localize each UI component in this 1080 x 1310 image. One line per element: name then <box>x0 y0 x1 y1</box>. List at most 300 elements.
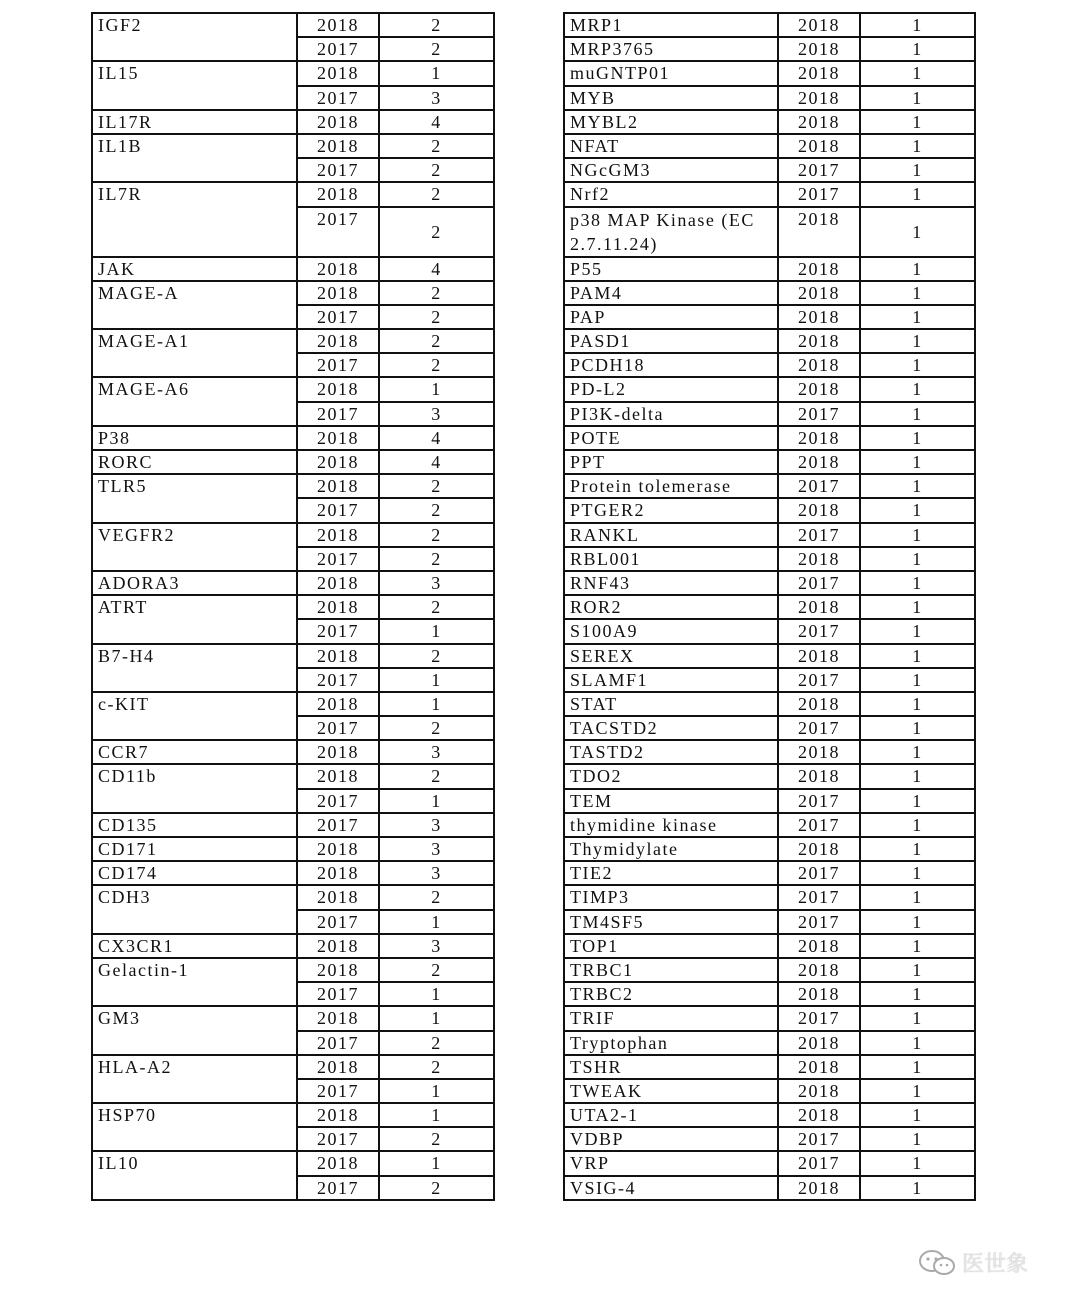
year-cell: 2018 <box>778 426 860 450</box>
year-cell: 2018 <box>778 1031 860 1055</box>
target-name-cell: CD135 <box>92 813 297 837</box>
count-cell: 2 <box>379 158 494 182</box>
year-cell: 2018 <box>778 982 860 1006</box>
count-cell: 1 <box>860 353 975 377</box>
table-row <box>564 668 975 692</box>
target-name-cell: MRP3765 <box>564 37 778 61</box>
count-cell: 2 <box>379 498 494 522</box>
year-cell: 2018 <box>297 523 379 547</box>
year-cell: 2018 <box>297 426 379 450</box>
count-cell: 3 <box>379 86 494 110</box>
table-row <box>564 861 975 885</box>
target-name-cell: B7-H4 <box>92 644 297 692</box>
table-row <box>564 353 975 377</box>
count-cell: 2 <box>379 595 494 619</box>
target-name-cell: VEGFR2 <box>92 523 297 571</box>
year-cell: 2017 <box>297 1031 379 1055</box>
table-row <box>564 837 975 861</box>
year-cell: 2018 <box>297 934 379 958</box>
count-cell: 4 <box>379 426 494 450</box>
count-cell: 1 <box>860 1127 975 1151</box>
year-cell: 2018 <box>778 110 860 134</box>
table-row <box>564 329 975 353</box>
year-cell: 2018 <box>778 377 860 401</box>
year-cell: 2017 <box>778 619 860 643</box>
year-cell: 2018 <box>778 61 860 85</box>
target-name-cell: muGNTP01 <box>564 61 778 85</box>
count-cell: 1 <box>860 207 975 257</box>
year-cell: 2017 <box>297 305 379 329</box>
table-row <box>564 789 975 813</box>
year-cell: 2018 <box>778 13 860 37</box>
count-cell: 1 <box>860 523 975 547</box>
count-cell: 1 <box>860 305 975 329</box>
target-name-cell: RANKL <box>564 523 778 547</box>
count-cell: 3 <box>379 861 494 885</box>
table-row <box>564 158 975 182</box>
count-cell: 1 <box>860 1103 975 1127</box>
table-row <box>564 13 975 37</box>
target-name-cell: MYBL2 <box>564 110 778 134</box>
count-cell: 1 <box>860 450 975 474</box>
watermark <box>918 1247 1028 1278</box>
target-name-cell: TSHR <box>564 1055 778 1079</box>
target-name-cell: IL1B <box>92 134 297 182</box>
table-row <box>92 329 494 353</box>
table-row <box>564 402 975 426</box>
target-name-cell: TRIF <box>564 1006 778 1030</box>
count-cell: 1 <box>860 619 975 643</box>
target-name-cell: CCR7 <box>92 740 297 764</box>
table-row <box>564 740 975 764</box>
target-name-cell: STAT <box>564 692 778 716</box>
target-name-cell: NGcGM3 <box>564 158 778 182</box>
target-name-cell: IGF2 <box>92 13 297 61</box>
year-cell: 2018 <box>297 861 379 885</box>
year-cell: 2017 <box>297 207 379 257</box>
table-row <box>92 1006 494 1030</box>
target-name-cell: S100A9 <box>564 619 778 643</box>
count-cell: 1 <box>379 668 494 692</box>
target-name-cell: VDBP <box>564 1127 778 1151</box>
target-name-cell: TWEAK <box>564 1079 778 1103</box>
table-row <box>564 37 975 61</box>
count-cell: 2 <box>379 644 494 668</box>
table-row <box>564 571 975 595</box>
count-cell: 2 <box>379 207 494 257</box>
count-cell: 2 <box>379 523 494 547</box>
count-cell: 1 <box>860 1079 975 1103</box>
table-row <box>564 257 975 281</box>
table-row <box>92 644 494 668</box>
count-cell: 2 <box>379 764 494 788</box>
year-cell: 2018 <box>778 740 860 764</box>
year-cell: 2018 <box>778 1079 860 1103</box>
count-cell: 1 <box>860 1006 975 1030</box>
table-row <box>564 377 975 401</box>
target-name-cell: Protein tolemerase <box>564 474 778 498</box>
year-cell: 2018 <box>297 377 379 401</box>
count-cell: 1 <box>860 885 975 909</box>
table-row <box>564 1103 975 1127</box>
count-cell: 1 <box>379 789 494 813</box>
target-name-cell: JAK <box>92 257 297 281</box>
table-row <box>92 257 494 281</box>
target-name-cell: TASTD2 <box>564 740 778 764</box>
count-cell: 1 <box>860 426 975 450</box>
table-row <box>564 474 975 498</box>
count-cell: 2 <box>379 329 494 353</box>
target-name-cell: Nrf2 <box>564 182 778 206</box>
table-row <box>92 692 494 716</box>
count-cell: 1 <box>860 134 975 158</box>
target-name-cell: TLR5 <box>92 474 297 522</box>
left-target-table <box>91 12 495 1201</box>
table-row <box>564 498 975 522</box>
count-cell: 2 <box>379 474 494 498</box>
table-row <box>564 1031 975 1055</box>
year-cell: 2018 <box>778 958 860 982</box>
year-cell: 2018 <box>778 86 860 110</box>
count-cell: 2 <box>379 13 494 37</box>
table-row <box>564 281 975 305</box>
year-cell: 2017 <box>778 861 860 885</box>
year-cell: 2017 <box>778 789 860 813</box>
count-cell: 1 <box>860 571 975 595</box>
target-name-cell: RORC <box>92 450 297 474</box>
count-cell: 1 <box>379 910 494 934</box>
count-cell: 1 <box>379 619 494 643</box>
count-cell: 2 <box>379 547 494 571</box>
target-name-cell: TIE2 <box>564 861 778 885</box>
table-row <box>564 523 975 547</box>
year-cell: 2018 <box>297 885 379 909</box>
table-row <box>564 1151 975 1175</box>
table-row <box>564 644 975 668</box>
target-name-cell: p38 MAP Kinase (EC 2.7.11.24) <box>564 207 778 257</box>
target-name-cell: IL15 <box>92 61 297 109</box>
count-cell: 1 <box>860 182 975 206</box>
year-cell: 2018 <box>297 764 379 788</box>
year-cell: 2018 <box>778 257 860 281</box>
table-row <box>564 813 975 837</box>
target-name-cell: PPT <box>564 450 778 474</box>
year-cell: 2017 <box>778 402 860 426</box>
year-cell: 2018 <box>297 474 379 498</box>
target-name-cell: CDH3 <box>92 885 297 933</box>
year-cell: 2017 <box>297 402 379 426</box>
count-cell: 1 <box>379 1006 494 1030</box>
table-row <box>564 1006 975 1030</box>
table-row <box>92 571 494 595</box>
table-row <box>92 13 494 37</box>
year-cell: 2017 <box>297 910 379 934</box>
count-cell: 3 <box>379 934 494 958</box>
count-cell: 1 <box>860 547 975 571</box>
year-cell: 2017 <box>297 813 379 837</box>
year-cell: 2018 <box>297 1055 379 1079</box>
table-row <box>92 134 494 158</box>
table-row <box>92 426 494 450</box>
target-name-cell: Gelactin-1 <box>92 958 297 1006</box>
target-name-cell: TACSTD2 <box>564 716 778 740</box>
count-cell: 1 <box>860 1176 975 1200</box>
count-cell: 1 <box>860 474 975 498</box>
year-cell: 2017 <box>297 716 379 740</box>
year-cell: 2018 <box>778 305 860 329</box>
year-cell: 2018 <box>778 764 860 788</box>
year-cell: 2018 <box>297 692 379 716</box>
count-cell: 2 <box>379 1031 494 1055</box>
year-cell: 2017 <box>778 668 860 692</box>
target-name-cell: TOP1 <box>564 934 778 958</box>
count-cell: 2 <box>379 134 494 158</box>
target-name-cell: MRP1 <box>564 13 778 37</box>
target-name-cell: CD174 <box>92 861 297 885</box>
wechat-icon <box>918 1249 956 1277</box>
year-cell: 2017 <box>778 182 860 206</box>
target-name-cell: IL7R <box>92 182 297 256</box>
count-cell: 2 <box>379 716 494 740</box>
target-name-cell: TDO2 <box>564 764 778 788</box>
target-name-cell: ADORA3 <box>92 571 297 595</box>
table-row <box>92 61 494 85</box>
year-cell: 2017 <box>297 619 379 643</box>
count-cell: 1 <box>860 110 975 134</box>
year-cell: 2018 <box>778 934 860 958</box>
count-cell: 3 <box>379 837 494 861</box>
count-cell: 1 <box>379 1079 494 1103</box>
target-name-cell: VRP <box>564 1151 778 1175</box>
table-row <box>92 281 494 305</box>
target-name-cell: TRBC1 <box>564 958 778 982</box>
table-row <box>92 182 494 206</box>
table-row <box>564 450 975 474</box>
table-row <box>564 207 975 257</box>
count-cell: 1 <box>379 377 494 401</box>
year-cell: 2018 <box>297 110 379 134</box>
year-cell: 2017 <box>297 1079 379 1103</box>
count-cell: 1 <box>860 813 975 837</box>
count-cell: 1 <box>860 86 975 110</box>
target-name-cell: ROR2 <box>564 595 778 619</box>
year-cell: 2017 <box>778 1006 860 1030</box>
table-row <box>92 1103 494 1127</box>
table-row <box>564 885 975 909</box>
count-cell: 1 <box>860 692 975 716</box>
target-name-cell: PASD1 <box>564 329 778 353</box>
target-name-cell: HLA-A2 <box>92 1055 297 1103</box>
year-cell: 2018 <box>297 182 379 206</box>
table-row <box>564 619 975 643</box>
table-row <box>92 885 494 909</box>
year-cell: 2018 <box>297 329 379 353</box>
target-name-cell: MYB <box>564 86 778 110</box>
target-name-cell: MAGE-A6 <box>92 377 297 425</box>
table-row <box>92 1055 494 1079</box>
year-cell: 2018 <box>778 837 860 861</box>
count-cell: 1 <box>379 982 494 1006</box>
target-name-cell: Tryptophan <box>564 1031 778 1055</box>
target-name-cell: IL17R <box>92 110 297 134</box>
year-cell: 2017 <box>778 158 860 182</box>
count-cell: 1 <box>860 982 975 1006</box>
year-cell: 2018 <box>778 207 860 257</box>
year-cell: 2018 <box>778 692 860 716</box>
table-row <box>564 934 975 958</box>
target-name-cell: PAP <box>564 305 778 329</box>
year-cell: 2018 <box>778 498 860 522</box>
count-cell: 1 <box>860 257 975 281</box>
target-name-cell: TM4SF5 <box>564 910 778 934</box>
table-row <box>564 1055 975 1079</box>
year-cell: 2017 <box>778 885 860 909</box>
count-cell: 4 <box>379 257 494 281</box>
target-name-cell: P55 <box>564 257 778 281</box>
target-name-cell: CD11b <box>92 764 297 812</box>
year-cell: 2017 <box>778 910 860 934</box>
count-cell: 2 <box>379 958 494 982</box>
target-name-cell: PCDH18 <box>564 353 778 377</box>
table-row <box>564 86 975 110</box>
target-name-cell: RNF43 <box>564 571 778 595</box>
count-cell: 2 <box>379 37 494 61</box>
table-row <box>92 1151 494 1175</box>
year-cell: 2017 <box>778 1127 860 1151</box>
year-cell: 2018 <box>297 134 379 158</box>
year-cell: 2018 <box>297 644 379 668</box>
count-cell: 2 <box>379 182 494 206</box>
year-cell: 2018 <box>778 1176 860 1200</box>
target-name-cell: MAGE-A <box>92 281 297 329</box>
count-cell: 2 <box>379 305 494 329</box>
year-cell: 2017 <box>297 158 379 182</box>
year-cell: 2018 <box>778 353 860 377</box>
table-row <box>92 450 494 474</box>
count-cell: 3 <box>379 571 494 595</box>
table-row <box>564 595 975 619</box>
target-name-cell: ATRT <box>92 595 297 643</box>
year-cell: 2018 <box>778 595 860 619</box>
year-cell: 2018 <box>297 450 379 474</box>
count-cell: 1 <box>860 281 975 305</box>
target-name-cell: c-KIT <box>92 692 297 740</box>
target-name-cell: MAGE-A1 <box>92 329 297 377</box>
target-name-cell: PTGER2 <box>564 498 778 522</box>
table-row <box>564 692 975 716</box>
count-cell: 3 <box>379 402 494 426</box>
year-cell: 2018 <box>297 61 379 85</box>
count-cell: 1 <box>860 61 975 85</box>
count-cell: 1 <box>379 1151 494 1175</box>
year-cell: 2018 <box>297 1103 379 1127</box>
year-cell: 2018 <box>297 281 379 305</box>
table-row <box>92 110 494 134</box>
year-cell: 2018 <box>778 547 860 571</box>
count-cell: 1 <box>860 158 975 182</box>
year-cell: 2018 <box>297 257 379 281</box>
table-row <box>564 305 975 329</box>
year-cell: 2018 <box>778 1103 860 1127</box>
count-cell: 1 <box>860 329 975 353</box>
year-cell: 2018 <box>297 1151 379 1175</box>
table-row <box>564 426 975 450</box>
year-cell: 2017 <box>297 668 379 692</box>
table-row <box>92 764 494 788</box>
year-cell: 2018 <box>778 281 860 305</box>
count-cell: 1 <box>860 1151 975 1175</box>
year-cell: 2017 <box>778 813 860 837</box>
year-cell: 2018 <box>297 13 379 37</box>
count-cell: 1 <box>860 764 975 788</box>
table-row <box>564 1079 975 1103</box>
table-row <box>564 110 975 134</box>
year-cell: 2018 <box>297 571 379 595</box>
table-row <box>92 958 494 982</box>
year-cell: 2018 <box>297 1006 379 1030</box>
year-cell: 2018 <box>297 837 379 861</box>
year-cell: 2017 <box>297 1176 379 1200</box>
target-name-cell: IL10 <box>92 1151 297 1199</box>
count-cell: 1 <box>860 1031 975 1055</box>
target-name-cell: thymidine kinase <box>564 813 778 837</box>
count-cell: 2 <box>379 885 494 909</box>
table-row <box>564 1127 975 1151</box>
count-cell: 1 <box>860 958 975 982</box>
year-cell: 2018 <box>778 37 860 61</box>
target-name-cell: TRBC2 <box>564 982 778 1006</box>
year-cell: 2018 <box>778 134 860 158</box>
count-cell: 3 <box>379 740 494 764</box>
target-name-cell: Thymidylate <box>564 837 778 861</box>
count-cell: 1 <box>860 644 975 668</box>
target-name-cell: CD171 <box>92 837 297 861</box>
count-cell: 4 <box>379 450 494 474</box>
year-cell: 2018 <box>778 1055 860 1079</box>
table-row <box>92 934 494 958</box>
table-row <box>564 958 975 982</box>
target-name-cell: SLAMF1 <box>564 668 778 692</box>
count-cell: 1 <box>379 61 494 85</box>
count-cell: 1 <box>860 37 975 61</box>
year-cell: 2017 <box>297 86 379 110</box>
count-cell: 4 <box>379 110 494 134</box>
target-name-cell: GM3 <box>92 1006 297 1054</box>
table-row <box>92 595 494 619</box>
count-cell: 1 <box>860 402 975 426</box>
year-cell: 2018 <box>778 644 860 668</box>
target-name-cell: PI3K-delta <box>564 402 778 426</box>
target-name-cell: TEM <box>564 789 778 813</box>
year-cell: 2017 <box>297 498 379 522</box>
table-row <box>92 474 494 498</box>
year-cell: 2018 <box>297 595 379 619</box>
count-cell: 1 <box>860 377 975 401</box>
table-row <box>92 523 494 547</box>
count-cell: 1 <box>860 861 975 885</box>
table-row <box>92 813 494 837</box>
table-row <box>564 1176 975 1200</box>
year-cell: 2018 <box>297 958 379 982</box>
target-name-cell: CX3CR1 <box>92 934 297 958</box>
count-cell: 1 <box>860 595 975 619</box>
target-name-cell: TIMP3 <box>564 885 778 909</box>
table-row <box>92 861 494 885</box>
year-cell: 2017 <box>297 982 379 1006</box>
watermark-text: 医世象 <box>962 1252 1029 1277</box>
year-cell: 2017 <box>778 571 860 595</box>
year-cell: 2017 <box>778 716 860 740</box>
